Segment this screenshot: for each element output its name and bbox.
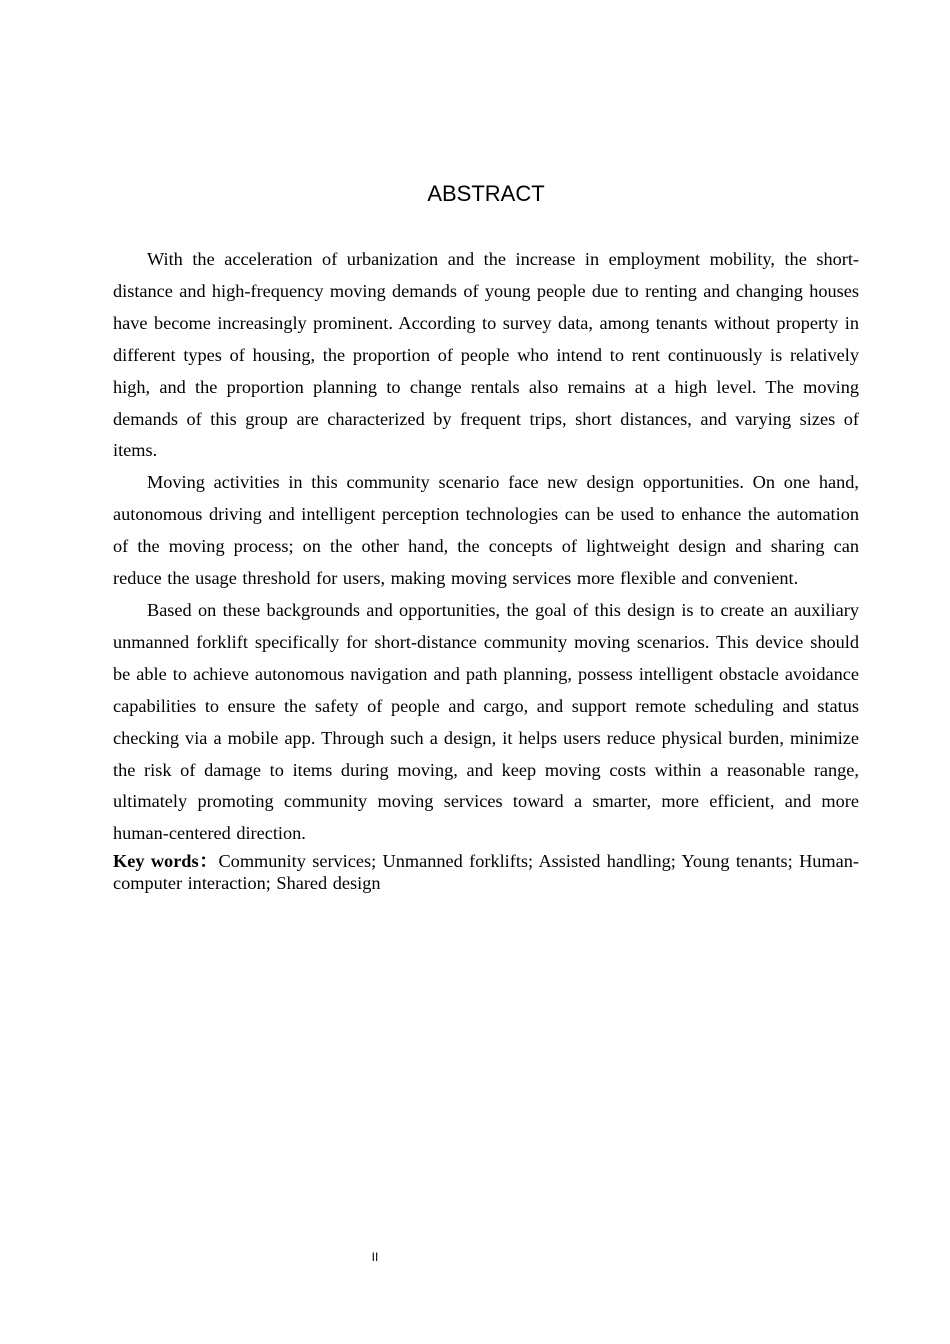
abstract-paragraph-2: Moving activities in this community scenario face new design opportunities. On one hand, autonomous driving and intelligent perception technologies can be used to enhance the automation of the moving process; on the other hand, the concepts of lightweight design and sharing can reduce the usage threshold for users, making moving services more flexible and convenient. xyxy=(113,472,859,589)
abstract-paragraph-1: With the acceleration of urbanization and the increase in employment mobility, the short-distance and high-frequency moving demands of young people due to renting and changing houses have become increasingly prominent. According to survey data, among tenants without property in different types of housing, the proportion of people who intend to rent continuously is relatively high, and the proportion planning to change rentals also remains at a high level. The moving demands of this group are characterized by frequent trips, short distances, and varying sizes of items. xyxy=(113,249,859,461)
page-number: II xyxy=(371,1250,379,1264)
keywords-label: Key words： xyxy=(113,851,219,872)
keywords-text: Community services; Unmanned forklifts; Assisted handling; Young tenants; Human-computer interaction; Shared design xyxy=(113,851,859,894)
abstract-title: ABSTRACT xyxy=(427,181,545,206)
abstract-body xyxy=(113,244,859,894)
keywords-line xyxy=(113,850,859,894)
abstract-paragraph-3: Based on these backgrounds and opportunities, the goal of this design is to create an auxiliary unmanned forklift specifically for short-distance community moving scenarios. This device should be able to achieve autonomous navigation and path planning, possess intelligent obstacle avoidance capabilities to ensure the safety of people and cargo, and support remote scheduling and status checking via a mobile app. Through such a design, it helps users reduce physical burden, minimize the risk of damage to items during moving, and keep moving costs within a reasonable range, ultimately promoting community moving services toward a smarter, more efficient, and more human-centered direction. xyxy=(113,599,859,844)
